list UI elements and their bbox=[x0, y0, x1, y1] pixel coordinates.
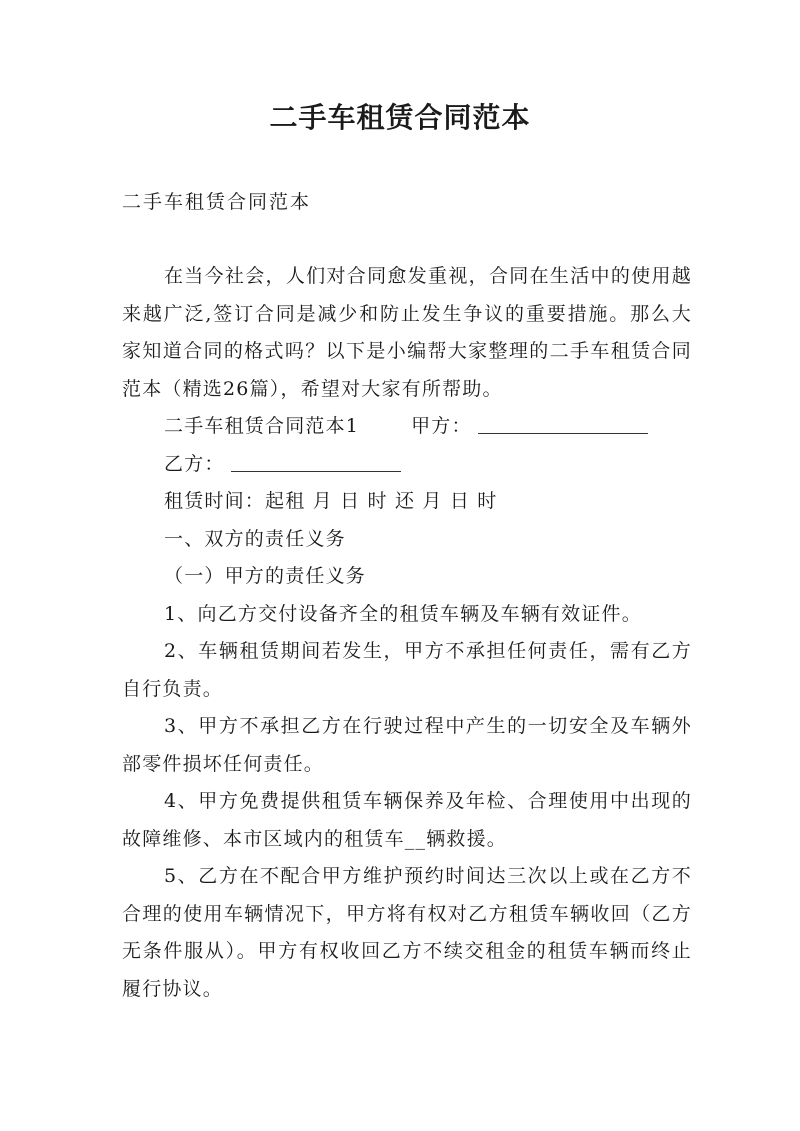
section-heading: 一、双方的责任义务 bbox=[164, 527, 346, 550]
intro-paragraph: 在当今社会，人们对合同愈发重视，合同在生活中的使用越来越广泛,签订合同是减少和防止发生争议的重要措施。那么大家知道合同的格式吗？以下是小编帮大家整理的二手车租赁合同范本（精选26篇），希望对大家有所帮助。 bbox=[122, 265, 692, 400]
contract-heading: 二手车租赁合同范本1 bbox=[164, 415, 360, 437]
document-title: 二手车租赁合同范本 bbox=[269, 101, 531, 134]
party-b-row bbox=[122, 446, 692, 484]
party-a-blank bbox=[478, 415, 648, 434]
document-subtitle: 二手车租赁合同范本 bbox=[122, 191, 312, 213]
party-a-label: 甲方： bbox=[411, 415, 472, 437]
subsection-heading: （一）甲方的责任义务 bbox=[164, 565, 367, 587]
lease-time-row bbox=[122, 483, 692, 521]
party-b-blank bbox=[231, 453, 401, 472]
document-body bbox=[122, 258, 692, 1008]
clause-item: 3、甲方不承担乙方在行驶过程中产生的一切安全及车辆外部零件损坏任何责任。 bbox=[122, 715, 692, 775]
lease-time: 租赁时间：起租 月 日 时 还 月 日 时 bbox=[164, 490, 498, 512]
contract-heading-row bbox=[122, 408, 692, 446]
clause-item: 5、乙方在不配合甲方维护预约时间达三次以上或在乙方不合理的使用车辆情况下，甲方将有权对乙方租赁车辆收回（乙方无条件服从）。甲方有权收回乙方不续交租金的租赁车辆而终止履行协议。 bbox=[122, 865, 692, 1000]
clause-item: 1、向乙方交付设备齐全的租赁车辆及车辆有效证件。 bbox=[164, 602, 642, 625]
clause-item: 4、甲方免费提供租赁车辆保养及年检、合理使用中出现的故障维修、本市区域内的租赁车__辆救援。 bbox=[122, 790, 692, 850]
party-b-label: 乙方： bbox=[164, 452, 225, 475]
clause-item: 2、车辆租赁期间若发生，甲方不承担任何责任，需有乙方自行负责。 bbox=[122, 640, 692, 700]
